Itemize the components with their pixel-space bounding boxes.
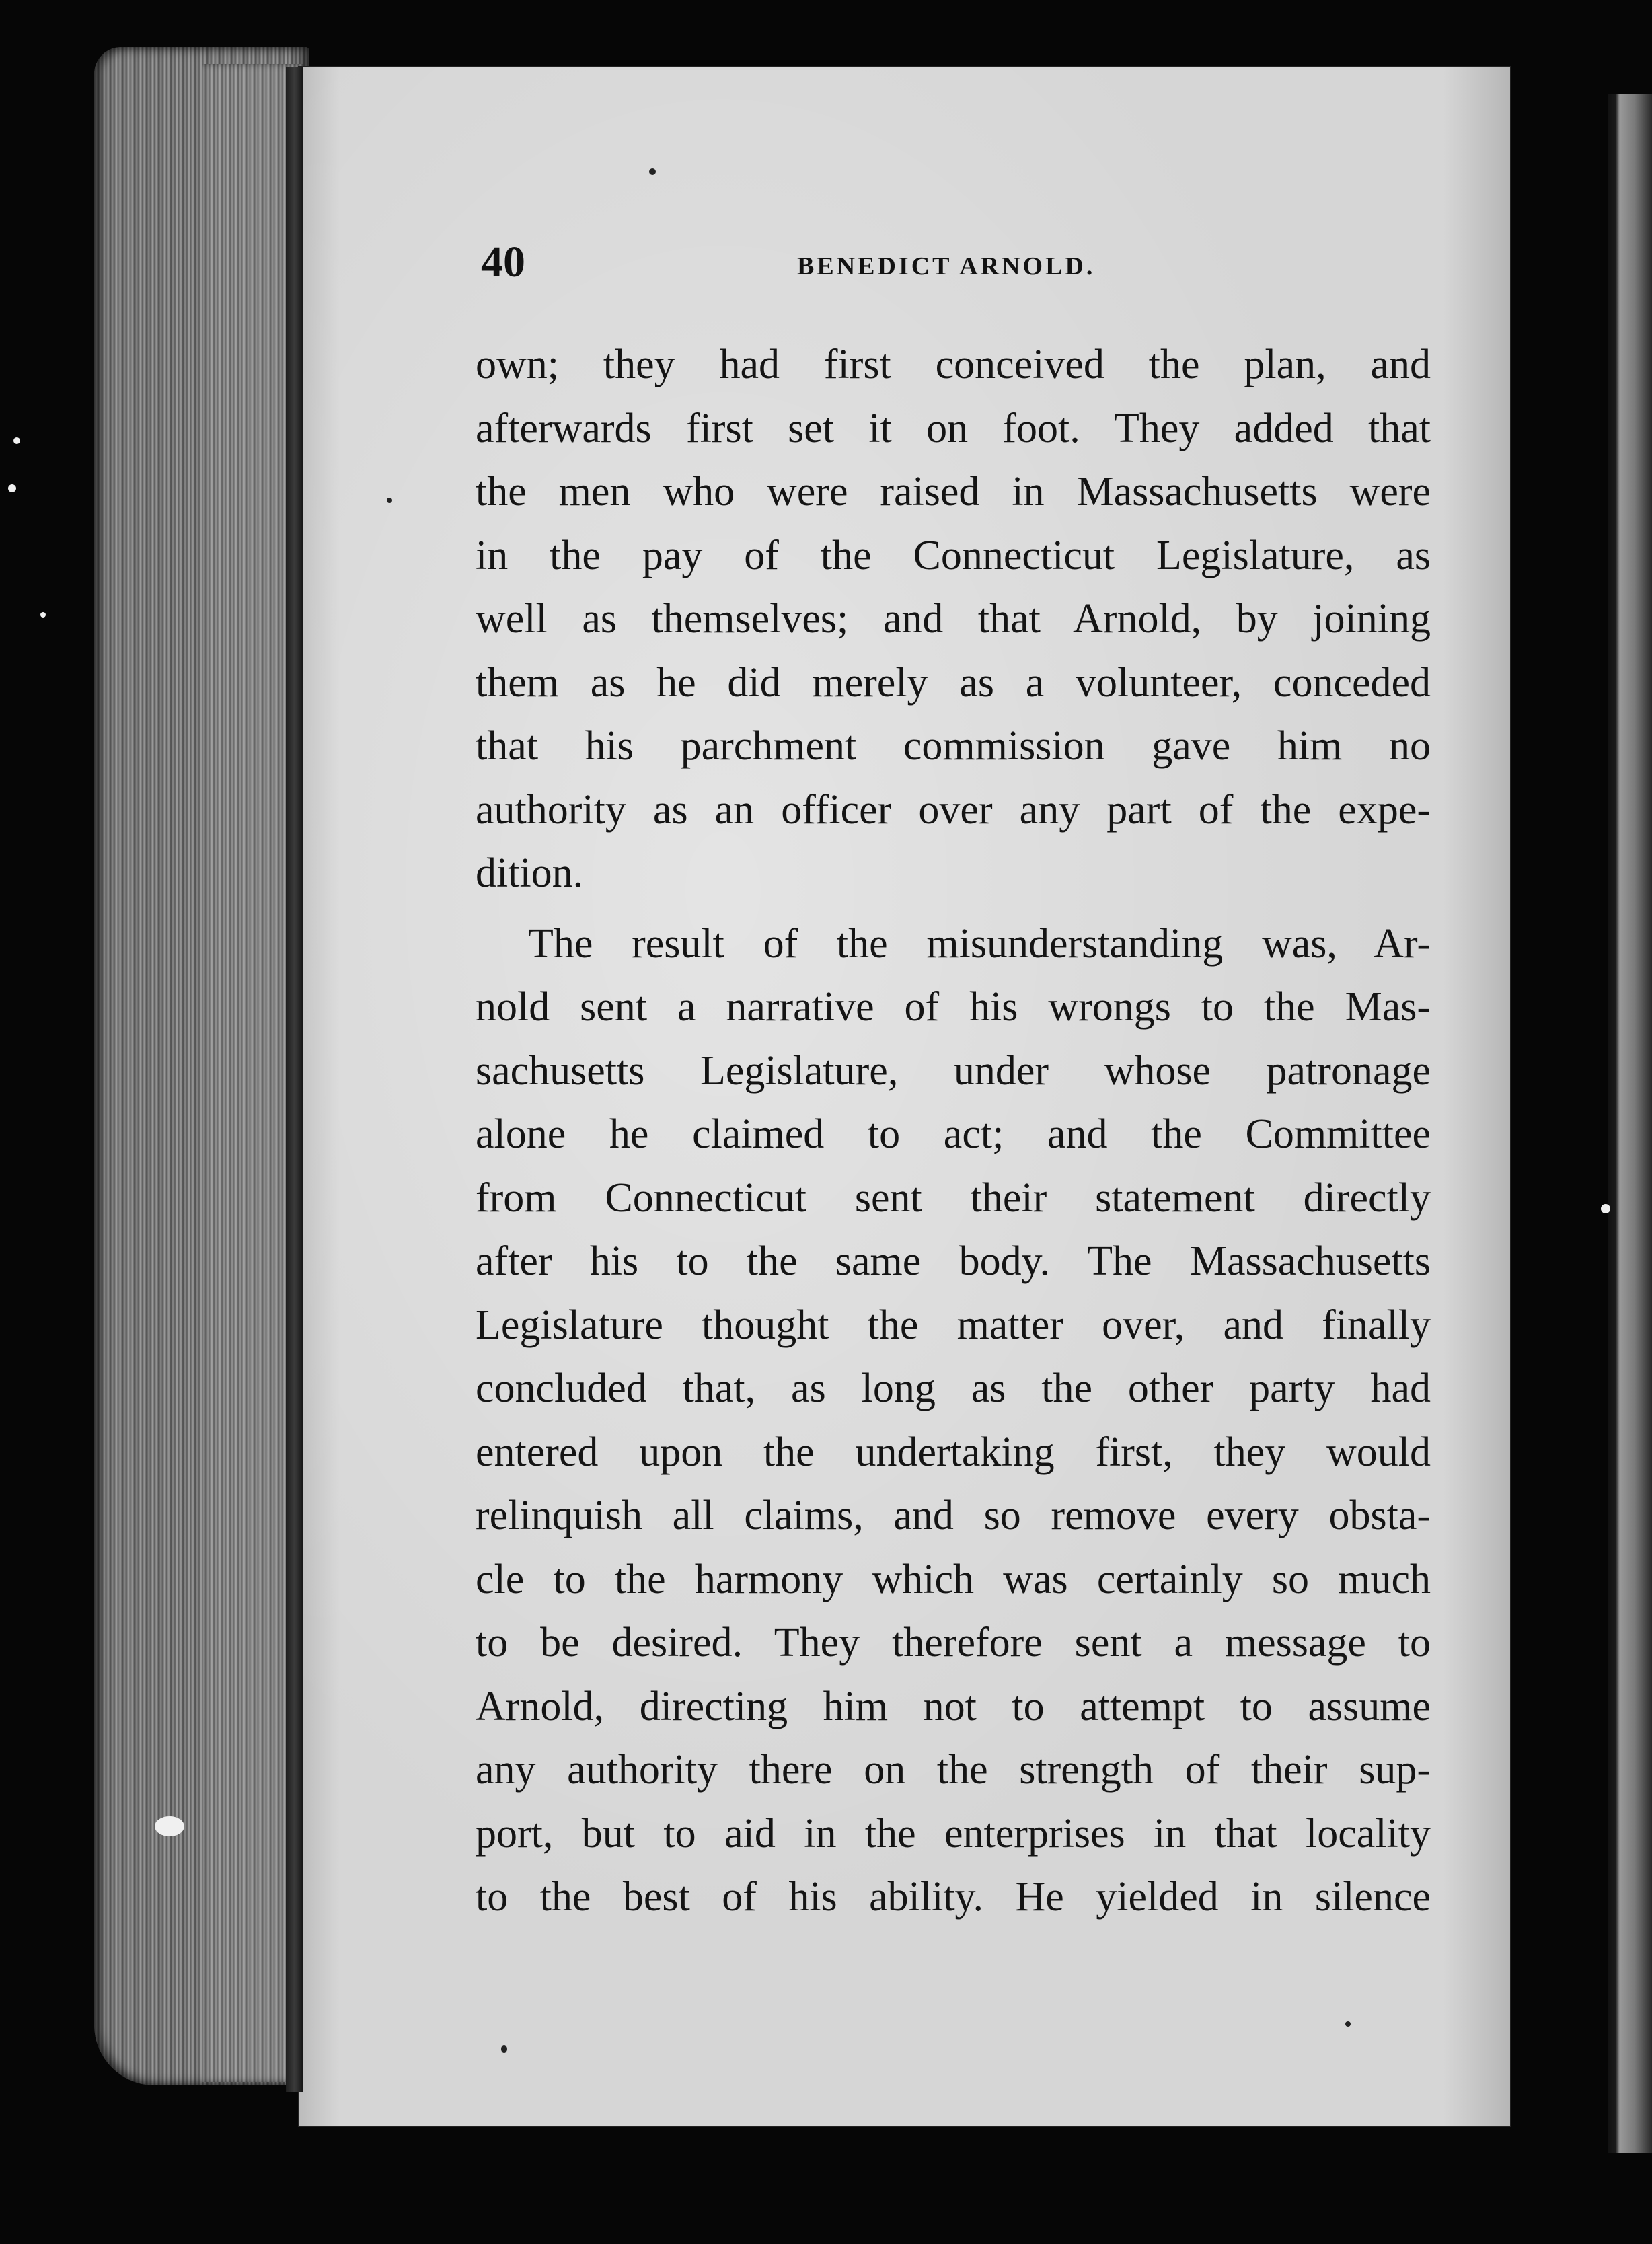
page-number: 40: [481, 237, 525, 287]
text-line: nold sent a narrative of his wrongs to the Mas-: [476, 984, 1431, 1030]
text-line: dition.: [476, 850, 584, 896]
text-line: them as he did merely as a volunteer, conceded: [476, 659, 1431, 706]
text-line: own; they had first conceived the plan, and: [476, 342, 1431, 387]
text-line: sachusetts Legislature, under whose patronage: [476, 1047, 1431, 1094]
body-text: [476, 333, 1431, 1929]
facing-page-edge: [1608, 94, 1652, 2153]
text-line: any authority there on the strength of their sup-: [476, 1747, 1431, 1793]
dust-speck: [40, 612, 46, 618]
text-line: after his to the same body. The Massachusetts: [476, 1238, 1431, 1284]
dust-speck: [8, 484, 16, 492]
text-line: The result of the misunderstanding was, Ar-: [528, 920, 1431, 967]
dust-speck: [1601, 1204, 1610, 1213]
paragraph-1: [476, 333, 1431, 905]
text-line: to the best of his ability. He yielded in silence: [476, 1874, 1431, 1920]
text-line: concluded that, as long as the other party had: [476, 1366, 1431, 1411]
ink-speck: [501, 2045, 507, 2053]
page-gutter-shadow: [286, 67, 303, 2092]
text-line: that his parchment commission gave him no: [476, 723, 1431, 769]
text-line: port, but to aid in the enterprises in that locality: [476, 1810, 1431, 1857]
ink-speck: [1345, 2021, 1351, 2027]
text-line: Arnold, directing him not to attempt to assume: [476, 1683, 1431, 1729]
text-line: afterwards first set it on foot. They added that: [476, 405, 1431, 451]
text-line: to be desired. They therefore sent a message to: [476, 1620, 1431, 1666]
page-header: [481, 232, 1429, 293]
text-line: authority as an officer over any part of the expe-: [476, 786, 1431, 833]
dust-speck: [13, 437, 20, 444]
text-line: entered upon the undertaking first, they would: [476, 1429, 1431, 1475]
book-page: [299, 67, 1510, 2126]
text-line: alone he claimed to act; and the Committee: [476, 1111, 1431, 1157]
text-line: the men who were raised in Massachusetts were: [476, 469, 1431, 515]
text-line: cle to the harmony which was certainly so much: [476, 1556, 1431, 1602]
text-line: well as themselves; and that Arnold, by joining: [476, 596, 1431, 642]
ink-speck: [387, 498, 392, 503]
paragraph-2: [476, 912, 1431, 1929]
dust-speck: [155, 1816, 184, 1836]
text-line: in the pay of the Connecticut Legislature, as: [476, 532, 1431, 578]
text-line: from Connecticut sent their statement directly: [476, 1174, 1431, 1221]
ink-speck: [649, 168, 656, 175]
running-head: BENEDICT ARNOLD.: [797, 252, 1096, 280]
text-line: Legislature thought the matter over, and finally: [476, 1302, 1431, 1348]
text-line: relinquish all claims, and so remove every obsta-: [476, 1493, 1431, 1538]
